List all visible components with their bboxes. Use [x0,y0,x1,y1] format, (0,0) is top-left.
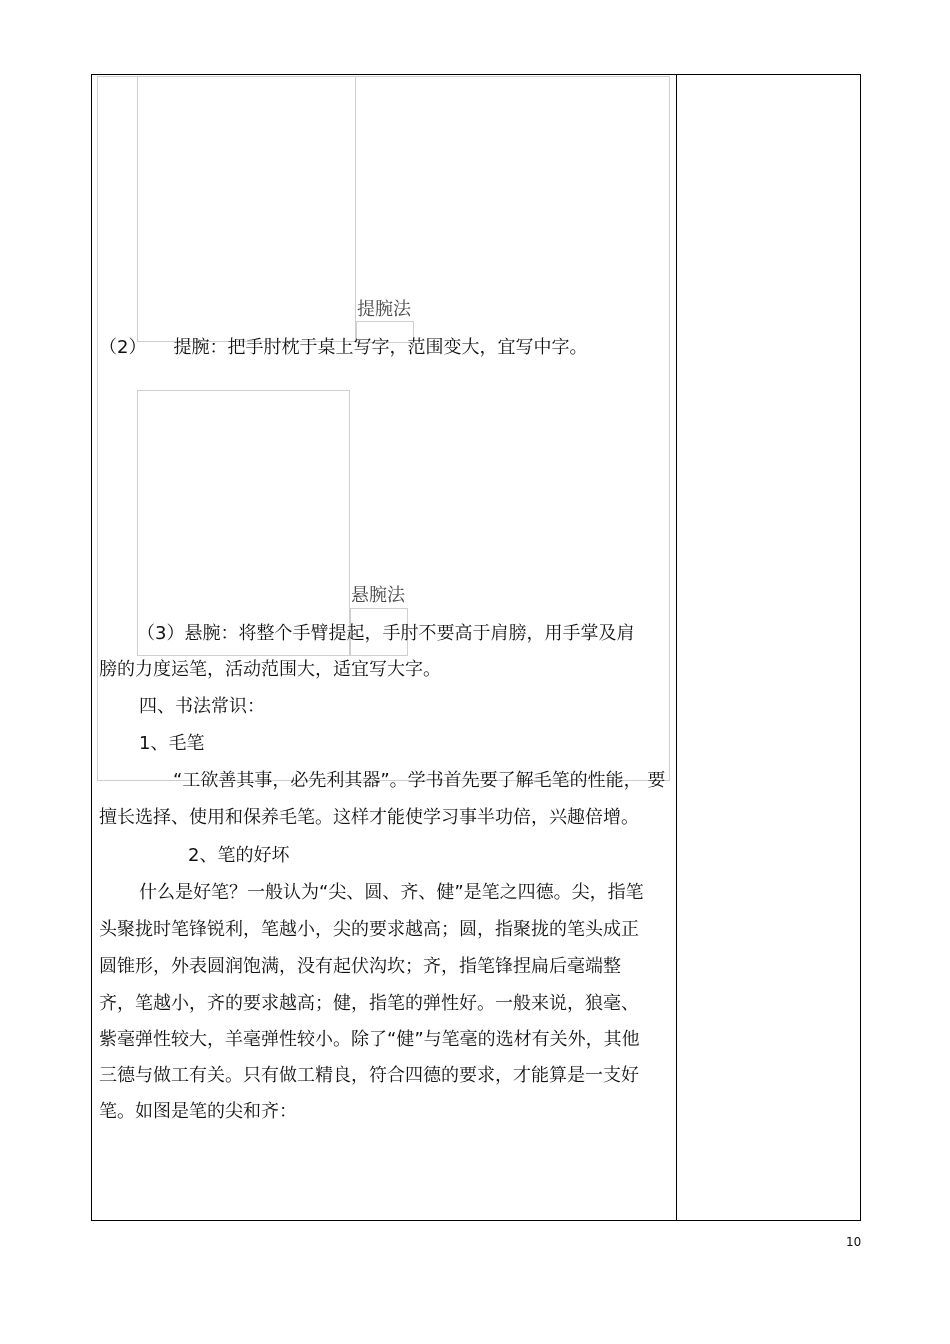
section-heading-4: 四、书法常识： [139,696,265,717]
figure-box-xuanwan [137,390,350,656]
table-column-divider [676,74,677,1221]
paragraph-brush-line-2: 擅长选择、使用和保养毛笔。这样才能使学习事半功倍，兴趣倍增。 [99,807,639,828]
paragraph-tiwan: （2） 提腕：把手肘枕于桌上写字，范围变大，宜写中字。 [99,337,588,358]
subheading-brush-quality: 2、笔的好坏 [188,845,290,866]
paragraph-quality-line-3: 圆锥形，外表圆润饱满，没有起伏沟坎；齐，指笔锋捏扁后毫端整 [99,956,621,977]
figure-box-tiwan [137,76,356,342]
page-number: 10 [846,1235,862,1249]
figure-caption-tiwan: 提腕法 [357,299,411,320]
paragraph-brush-line-1: “工欲善其事，必先利其器”。学书首先要了解毛笔的性能， 要 [173,770,666,791]
paragraph-xuanwan-line-2: 膀的力度运笔，活动范围大，适宜写大字。 [99,659,441,680]
subheading-brush: 1、毛笔 [139,733,205,754]
figure-caption-xuanwan: 悬腕法 [351,585,405,606]
paragraph-quality-line-5: 紫毫弹性较大，羊毫弹性较小。除了“健”与笔毫的选材有关外，其他 [99,1029,640,1050]
paragraph-quality-line-7: 笔。如图是笔的尖和齐： [99,1101,297,1122]
paragraph-xuanwan-line-1: （3）悬腕：将整个手臂提起，手肘不要高于肩膀，用手掌及肩 [137,623,635,644]
paragraph-quality-line-2: 头聚拢时笔锋锐利，笔越小，尖的要求越高；圆，指聚拢的笔头成正 [99,919,639,940]
paragraph-quality-line-4: 齐，笔越小，齐的要求越高；健，指笔的弹性好。一般来说，狼毫、 [99,993,639,1014]
paragraph-quality-line-1: 什么是好笔？一般认为“尖、圆、齐、健”是笔之四德。尖，指笔 [139,882,644,903]
paragraph-quality-line-6: 三德与做工有关。只有做工精良，符合四德的要求，才能算是一支好 [99,1065,639,1086]
